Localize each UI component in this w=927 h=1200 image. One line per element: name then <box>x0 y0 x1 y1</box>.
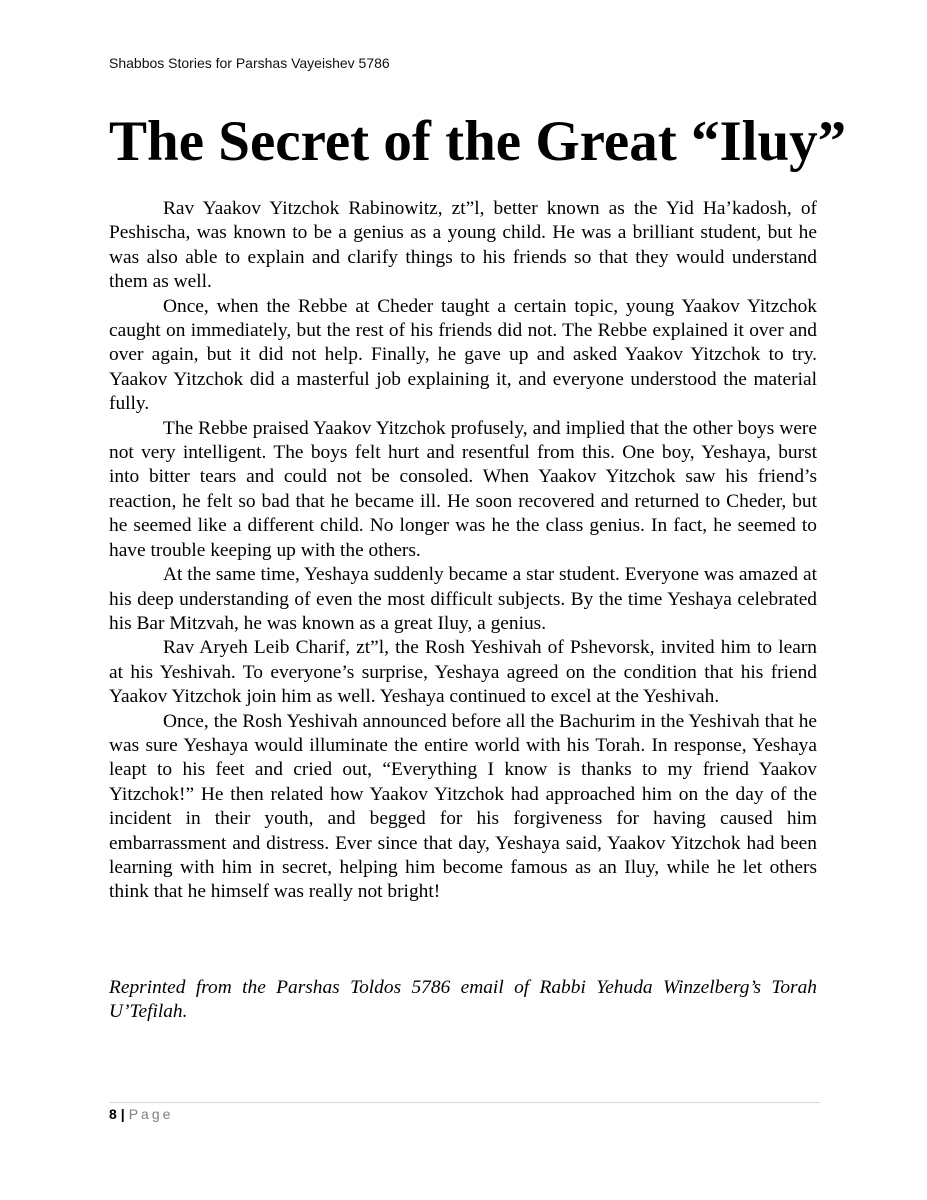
article-body <box>109 197 817 905</box>
paragraph: At the same time, Yeshaya suddenly became a star student. Everyone was amazed at his deep understanding of even the most difficult subjects. By the time Yeshaya celebrated his Bar Mitzvah, he was known as a great Iluy, a genius. <box>109 564 817 634</box>
page-number: 8 <box>109 1106 117 1122</box>
running-header: Shabbos Stories for Parshas Vayeishev 5786 <box>109 55 390 71</box>
reprint-credit: Reprinted from the Parshas Toldos 5786 email of Rabbi Yehuda Winzelberg’s Torah U’Tefilah. <box>109 977 817 1023</box>
paragraph: Rav Yaakov Yitzchok Rabinowitz, zt”l, better known as the Yid Ha’kadosh, of Peshischa, was known to be a genius as a young child. He was a brilliant student, but he was also able to explain and clarify things to his friends so that they would understand them as well. <box>109 198 817 293</box>
footer-divider <box>109 1102 820 1103</box>
paragraph: Once, when the Rebbe at Cheder taught a certain topic, young Yaakov Yitzchok caught on immediately, but the rest of his friends did not. The Rebbe explained it over and over again, but it did not help. Finally, he gave up and asked Yaakov Yitzchok to try. Yaakov Yitzchok did a masterful job explaining it, and everyone understood the material fully. <box>109 295 817 415</box>
paragraph: The Rebbe praised Yaakov Yitzchok profusely, and implied that the other boys were not very intelligent. The boys felt hurt and resentful from this. One boy, Yeshaya, burst into bitter tears and could not be consoled. When Yaakov Yitzchok saw his friend’s reaction, he felt so bad that he became ill. He soon recovered and returned to Cheder, but he seemed like a different child. No longer was he the class genius. In fact, he seemed to have trouble keeping up with the others. <box>109 417 817 561</box>
page-label: Page <box>128 1106 174 1122</box>
article-title: The Secret of the Great “Iluy” <box>109 110 847 173</box>
paragraph: Once, the Rosh Yeshivah announced before all the Bachurim in the Yeshivah that he was sure Yeshaya would illuminate the entire world with his Torah. In response, Yeshaya leapt to his feet and cried out, “Everything I know is thanks to my friend Yaakov Yitzchok!” He then related how Yaakov Yitzchok had approached him on the day of the incident in their youth, and begged for his forgiveness for having caused him embarrassment and distress. Ever since that day, Yeshaya said, Yaakov Yitzchok had been learning with him in secret, helping him become famous as an Iluy, while he let others think that he himself was really not bright! <box>109 710 817 903</box>
footer-separator: | <box>120 1106 125 1122</box>
paragraph: Rav Aryeh Leib Charif, zt”l, the Rosh Yeshivah of Pshevorsk, invited him to learn at his Yeshivah. To everyone’s surprise, Yeshaya agreed on the condition that his friend Yaakov Yitzchok join him as well. Yeshaya continued to excel at the Yeshivah. <box>109 637 817 708</box>
page-footer <box>109 1106 173 1122</box>
